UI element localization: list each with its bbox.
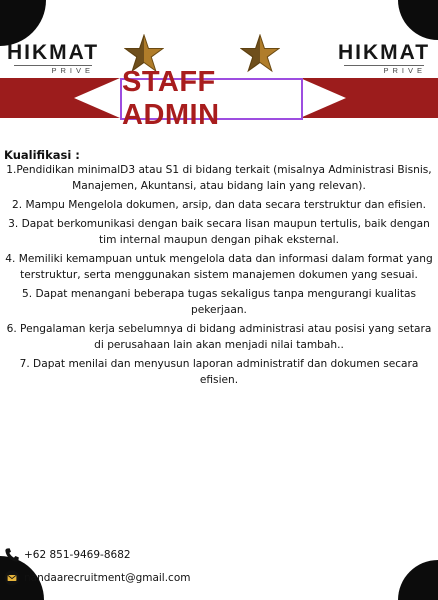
qualification-item: 4. Memiliki kemampuan untuk mengelola data dan informasi dalam format yang terstruktur, serta menggunakan sistem manajemen dokumen yang sesuai. [5,253,433,281]
logo-sub-text: PRIVE [383,66,426,75]
title-box [120,66,303,131]
banner-notch [74,78,120,118]
logo-brand-text: HIKMAT [337,41,431,64]
email-address: nandaarecruitment@gmail.com [24,572,191,584]
red-banner-left [0,78,120,118]
brand-logo-right [336,42,432,75]
qualifications-section [2,149,436,388]
red-banner-right [300,78,438,118]
page-title: STAFF ADMIN [122,66,220,131]
contact-email[interactable] [4,570,191,586]
corner-decoration-top-right [398,0,438,40]
qualification-item: 2. Mampu Mengelola dokumen, arsip, dan data secara terstruktur dan efisien. [12,199,426,211]
qualification-item: 7. Dapat menilai dan menyusun laporan administratif dan dokumen secara efisien. [19,358,419,386]
qualification-item: 6. Pengalaman kerja sebelumnya di bidang administrasi atau posisi yang setara di perusahaan lain akan menjadi nilai tambah.. [6,323,432,351]
corner-decoration-top-left [0,0,46,46]
phone-icon [4,547,20,563]
logo-sub-text: PRIVE [51,66,94,75]
qualifications-heading: Kualifikasi : [4,148,80,162]
brand-logo-left [6,42,100,75]
qualification-item: 5. Dapat menangani beberapa tugas sekaligus tanpa mengurangi kualitas pekerjaan. [21,288,417,316]
qualification-item: 3. Dapat berkomunikasi dengan baik secara lisan maupun tertulis, baik dengan tim internal maupun dengan pihak eksternal. [8,218,430,246]
logo-brand-text: HIKMAT [6,41,100,64]
email-icon [4,570,20,586]
contact-phone[interactable] [4,547,131,563]
qualification-item: 1.Pendidikan minimalD3 atau S1 di bidang terkait (misalnya Administrasi Bisnis, Manajemen, Akuntansi, atau bidang lain yang relevan). [6,164,432,192]
corner-decoration-bottom-right [398,560,438,600]
phone-number: +62 851-9469-8682 [24,549,131,561]
banner-notch [300,78,346,118]
